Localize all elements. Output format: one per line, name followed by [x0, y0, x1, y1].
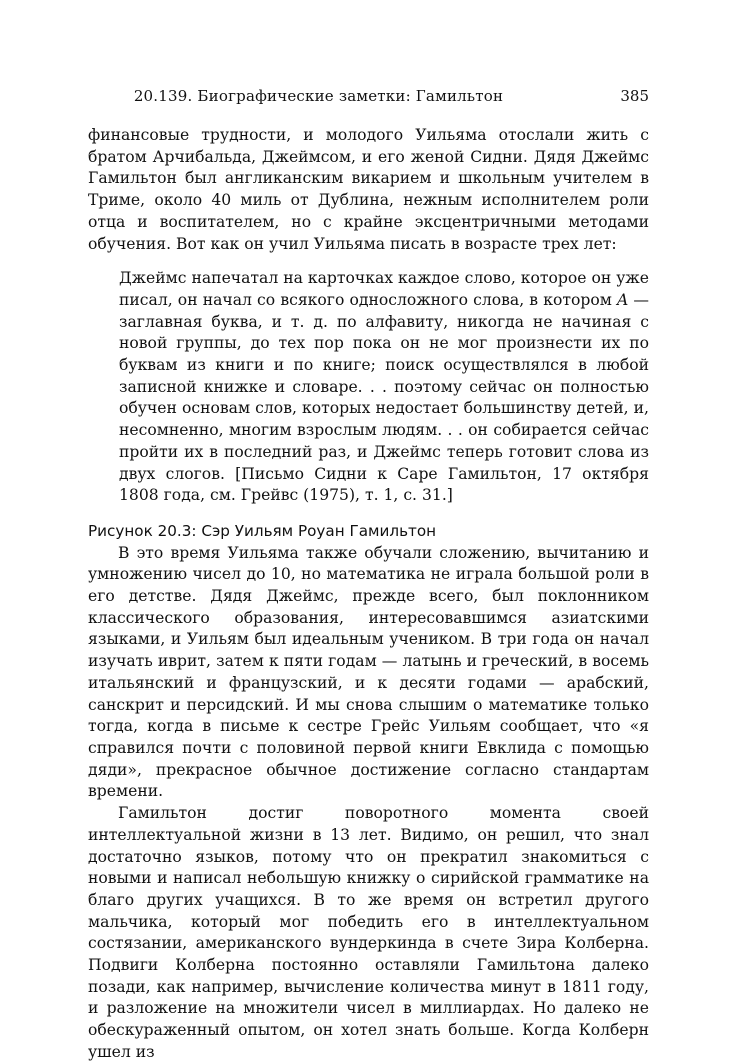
section-title: 20.139. Биографические заметки: Гамильтон: [133, 87, 504, 105]
paragraph-3: Гамильтон достиг поворотного момента своей интеллектуальной жизни в 13 лет. Видимо, он решил, что знал достаточно языков, потому что он прекратил знакомиться с новыми и написал небольшую книжку о сирийской грамматике на благо других учащихся. В то же время он встретил другого мальчика, который мог победить его в интеллектуальном состязании, американского вундеркинда в счете Зира Колберна. Подвиги Колберна постоянно оставляли Гамильтона далеко позади, как например, вычисление количества минут в 1811 году, и разложение на множители чисел в миллиардах. Но далеко не обескураженный опытом, он хотел знать больше. Когда Колберн ушел из: [88, 804, 649, 1061]
paragraph-1: финансовые трудности, и молодого Уильяма отослали жить с братом Арчибальда, Джеймсом, и его женой Сидни. Дядя Джеймс Гамильтон был англиканским викарием и школьным учителем в Триме, около 40 миль от Дублина, нежным исполнителем роли отца и воспитателем, но с крайне эксцентричными методами обучения. Вот как он учил Уильяма писать в возрасте трех лет:: [88, 126, 649, 253]
paragraph-2: В это время Уильяма также обучали сложению, вычитанию и умножению чисел до 10, но математика не играла большой роли в его детстве. Дядя Джеймс, прежде всего, был поклонником классического образования, интересовавшимся азиатскими языками, и Уильям был идеальным учеником. В три года он начал изучать иврит, затем к пяти годам — латынь и греческий, в восемь итальянский и французский, и к десяти годами — арабский, санскрит и персидский. И мы снова слышим о математике только тогда, когда в письме к сестре Грейс Уильям сообщает, что «я справился почти с половиной первой книги Евклида с помощью дяди», прекрасное обычное достижение согласно стандартам времени.: [88, 543, 649, 801]
page-number: 385: [620, 87, 649, 105]
book-page: [88, 84, 649, 1064]
quote-variable: A: [617, 290, 629, 309]
running-head: [88, 84, 649, 108]
figure-caption: Рисунок 20.3: Сэр Уильям Роуан Гамильтон: [88, 521, 437, 540]
body-text: [88, 125, 649, 1064]
quote-text-part-1: Джеймс напечатал на карточках каждое слово, которое он уже писал, он начал со всякого односложного слова, в котором: [119, 269, 649, 309]
quote-text-part-2: — заглавная буква, и т. д. по алфавиту, никогда не начиная с новой группы, до тех пор пока он не мог произнести их по буквам из книги и по книге; поиск осуществлялся в любой записной книжке и словаре. . . поэтому сейчас он полностью обучен основам слов, которых недостает большинству детей, и, несомненно, многим взрослым людям. . . он собирается сейчас пройти их в последний раз, и Джеймс теперь готовит слова из двух слогов. [Письмо Сидни к Саре Гамильтон, 17 октября 1808 года, см. Грейвс (1975), т. 1, с. 31.]: [119, 290, 649, 505]
block-quote: [119, 268, 649, 507]
